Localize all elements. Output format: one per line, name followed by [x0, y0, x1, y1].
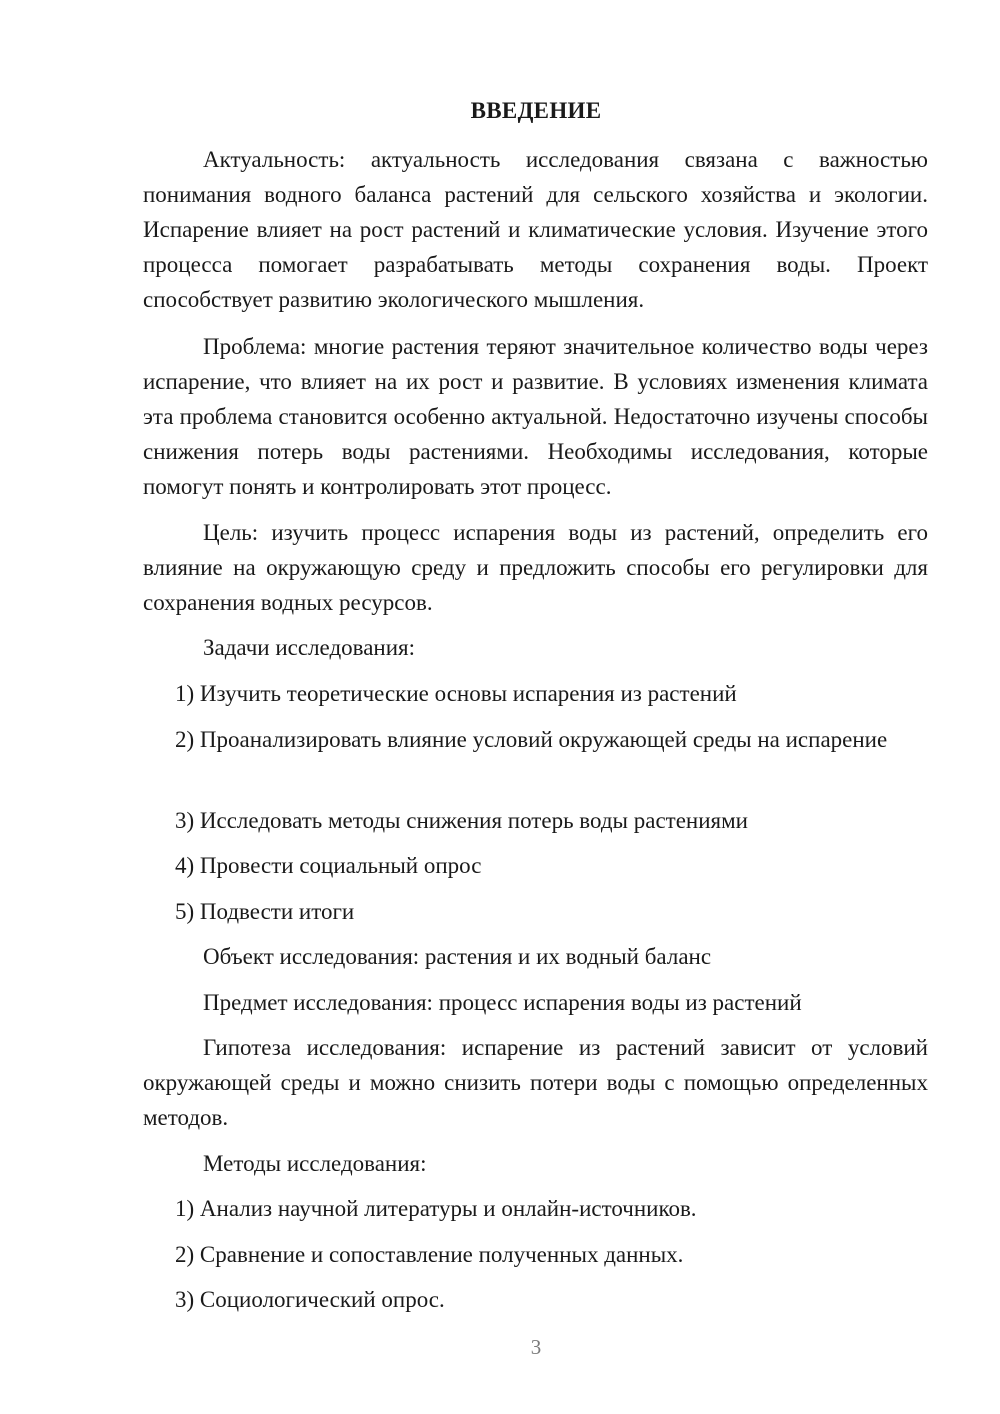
- hypothesis-paragraph: Гипотеза исследования: испарение из растений зависит от условий окружающей среды и можно снизить потери воды с помощью определенных методов.: [143, 1035, 928, 1130]
- subject-paragraph: Предмет исследования: процесс испарения воды из растений: [203, 990, 802, 1015]
- tasks-heading: Задачи исследования:: [203, 635, 416, 660]
- relevance-paragraph: Актуальность: актуальность исследования связана с важностью понимания водного баланса растений для сельского хозяйства и экологии. Испарение влияет на рост растений и климатические условия. Изучение этого процесса помогает разрабатывать методы сохранения воды. Проект способствует развитию экологического мышления.: [143, 147, 928, 312]
- method-item: 3) Социологический опрос.: [175, 1287, 445, 1312]
- object-paragraph: Объект исследования: растения и их водный баланс: [203, 944, 712, 969]
- task-item: 2) Проанализировать влияние условий окружающей среды на испарение: [175, 727, 888, 752]
- task-item: 4) Провести социальный опрос: [175, 853, 482, 878]
- task-item: 5) Подвести итоги: [175, 899, 355, 924]
- page-title: ВВЕДЕНИЕ: [470, 98, 602, 123]
- methods-heading: Методы исследования:: [203, 1151, 427, 1176]
- task-item: 3) Исследовать методы снижения потерь воды растениями: [175, 808, 748, 833]
- goal-paragraph: Цель: изучить процесс испарения воды из растений, определить его влияние на окружающую среду и предложить способы его регулировки для сохранения водных ресурсов.: [143, 520, 928, 615]
- task-item: 1) Изучить теоретические основы испарения из растений: [175, 681, 737, 706]
- method-item: 1) Анализ научной литературы и онлайн-источников.: [175, 1196, 697, 1221]
- page-number: 3: [530, 1335, 542, 1359]
- method-item: 2) Сравнение и сопоставление полученных данных.: [175, 1242, 684, 1267]
- problem-paragraph: Проблема: многие растения теряют значительное количество воды через испарение, что влияет на их рост и развитие. В условиях изменения климата эта проблема становится особенно актуальной. Недостаточно изучены способы снижения потерь воды растениями. Необходимы исследования, которые помогут понять и контролировать этот процесс.: [143, 334, 928, 499]
